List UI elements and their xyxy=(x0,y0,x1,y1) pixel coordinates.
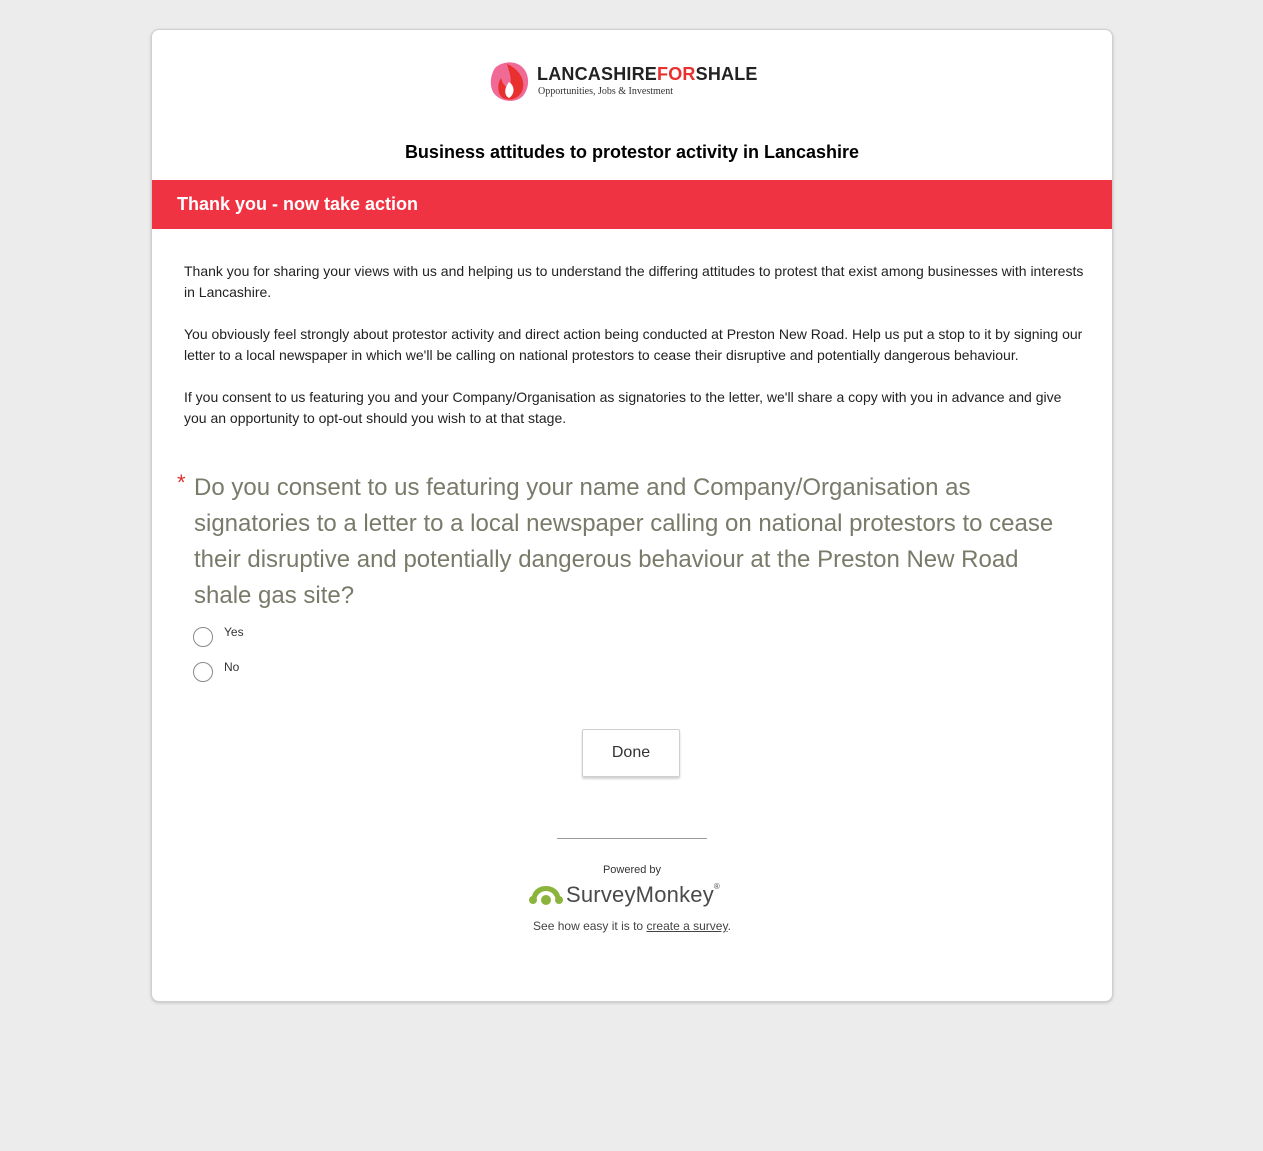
logo-wordmark xyxy=(537,64,758,85)
footer-line-suffix: . xyxy=(727,919,731,933)
flame-logo-icon xyxy=(487,56,535,104)
radio-no[interactable] xyxy=(193,662,213,682)
intro-paragraph-1: Thank you for sharing your views with us and helping us to understand the differing attitudes to protest that exist among businesses with interests in Lancashire. xyxy=(184,263,1084,300)
logo-tagline: Opportunities, Jobs & Investment xyxy=(538,86,673,97)
option-yes-label[interactable]: Yes xyxy=(224,625,244,639)
surveymonkey-logo[interactable] xyxy=(528,880,738,912)
question-text: Do you consent to us featuring your name and Company/Organisation as signatories to a letter to a local newspaper calling on national protestors to cease their disruptive and potentially dangerous behaviour at the Preston New Road shale gas site? xyxy=(194,474,1054,609)
footer-create-survey-line xyxy=(152,919,1112,933)
powered-by-label: Powered by xyxy=(602,864,662,876)
registered-mark: ® xyxy=(713,882,721,891)
required-marker: * xyxy=(177,470,186,495)
surveymonkey-wordmark xyxy=(566,882,720,908)
radio-yes[interactable] xyxy=(193,627,213,647)
page-title-banner xyxy=(152,180,1112,229)
logo-word-lancashire: LANCASHIRE xyxy=(537,64,658,84)
footer-line-prefix: See how easy it is to xyxy=(533,919,647,933)
intro-paragraph-2: You obviously feel strongly about protestor activity and direct action being conducted at Preston New Road. Help us put a stop to it by signing our letter to a local newspaper in which we'll be calling on national protestors to cease their disruptive and potentially dangerous behaviour. xyxy=(184,326,1083,363)
intro-text xyxy=(184,261,1084,450)
page-title: Thank you - now take action xyxy=(177,194,419,214)
lancashire-for-shale-logo xyxy=(487,56,787,106)
surveymonkey-brand: SurveyMonkey xyxy=(566,882,714,907)
option-yes[interactable] xyxy=(193,627,393,649)
create-survey-link[interactable]: create a survey xyxy=(646,919,728,933)
survey-title: Business attitudes to protestor activity in Lancashire xyxy=(404,142,860,162)
option-no-label[interactable]: No xyxy=(224,660,240,674)
survey-card xyxy=(151,29,1113,1002)
done-button[interactable]: Done xyxy=(582,729,680,777)
option-no[interactable] xyxy=(193,662,393,684)
logo-word-shale: SHALE xyxy=(695,64,758,84)
intro-paragraph-3: If you consent to us featuring you and your Company/Organisation as signatories to the letter, we'll share a copy with you in advance and give you an opportunity to opt-out should you wish to at that stage. xyxy=(184,389,1062,426)
logo-word-for: FOR xyxy=(657,64,696,84)
footer-divider xyxy=(557,838,707,839)
surveymonkey-icon xyxy=(528,880,564,908)
